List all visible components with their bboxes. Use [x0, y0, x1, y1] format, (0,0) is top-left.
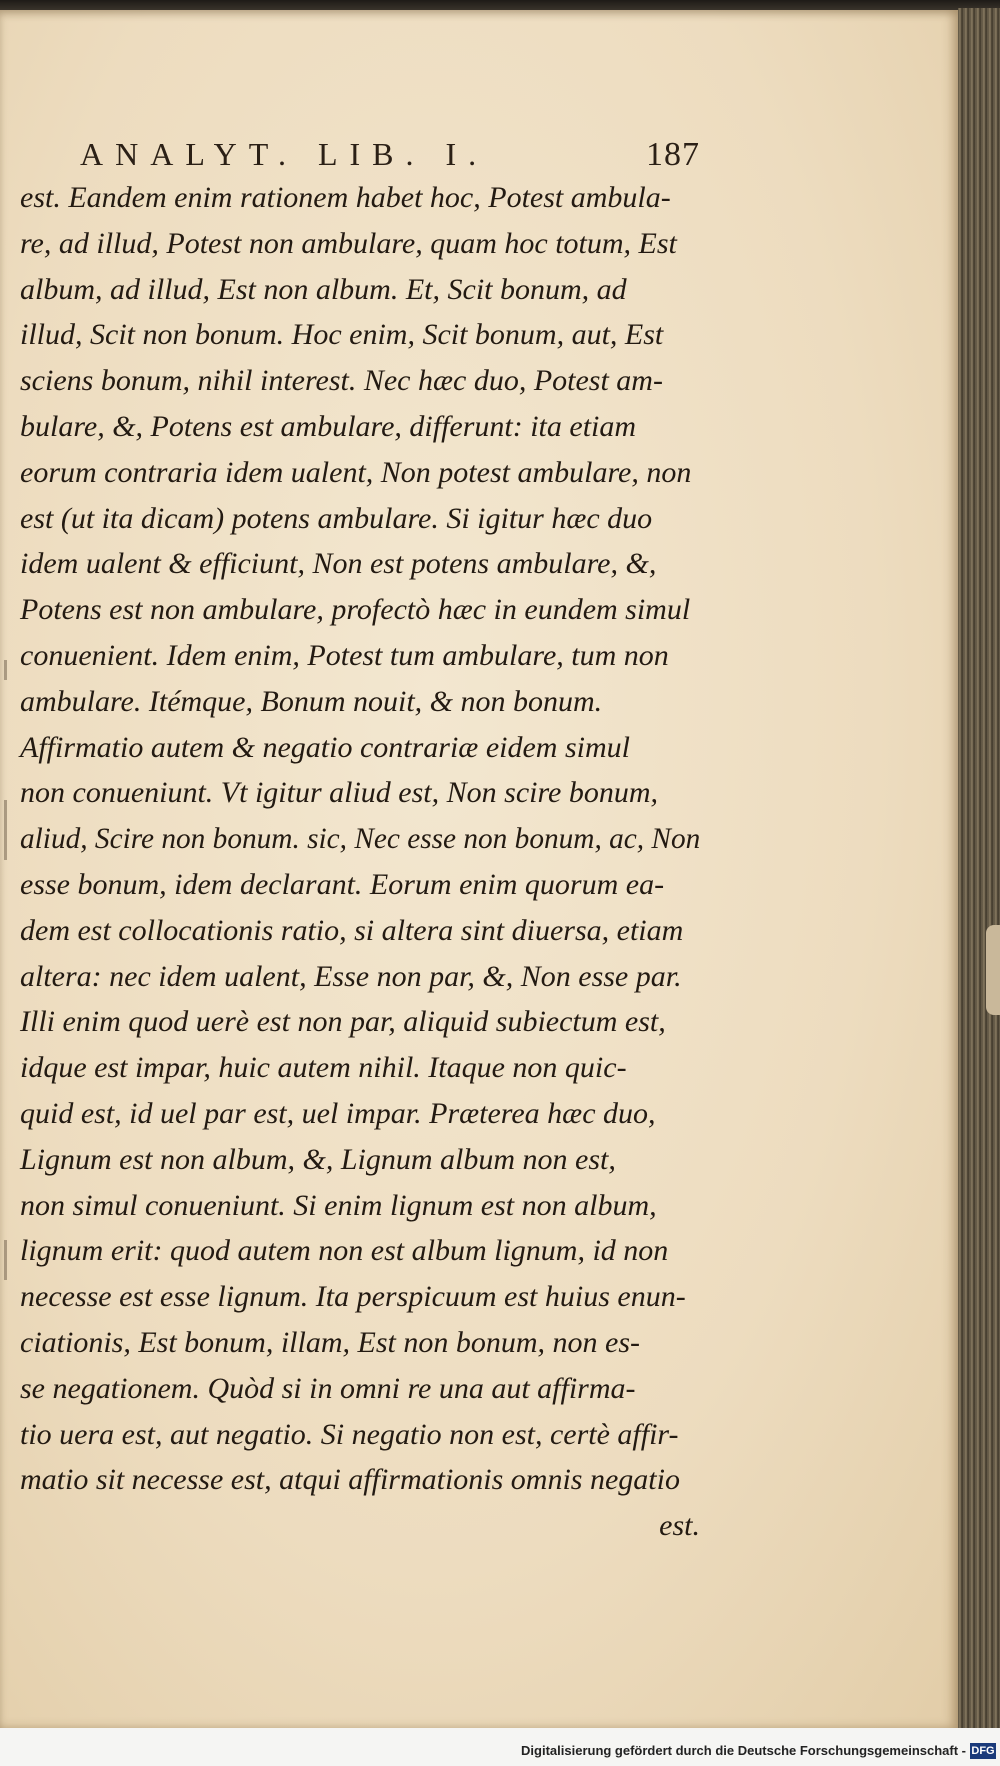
- text-line: conuenient. Idem enim, Potest tum ambulare, tum non: [20, 638, 669, 672]
- running-head: [80, 136, 700, 176]
- text-line: est (ut ita dicam) potens ambulare. Si igitur hæc duo: [20, 501, 653, 535]
- text-line: esse bonum, idem declarant. Eorum enim quorum ea-: [20, 867, 665, 901]
- text-line: ambulare. Itémque, Bonum nouit, & non bonum.: [20, 684, 603, 718]
- text-line: non conueniunt. Vt igitur aliud est, Non scire bonum,: [20, 776, 659, 810]
- text-line: Illi enim quod uerè est non par, aliquid subiectum est,: [20, 1005, 666, 1039]
- text-line: altera: nec idem ualent, Esse non par, &, Non esse par.: [20, 959, 682, 993]
- text-line: matio sit necesse est, atqui affirmationis omnis negatio: [20, 1463, 680, 1497]
- book-page-edges: [958, 8, 1000, 1730]
- body-text: [20, 175, 700, 1549]
- text-line: necesse est esse lignum. Ita perspicuum est huius enun-: [20, 1280, 686, 1314]
- text-line: re, ad illud, Potest non ambulare, quam hoc totum, Est: [20, 226, 677, 260]
- text-line: illud, Scit non bonum. Hoc enim, Scit bonum, aut, Est: [20, 318, 664, 352]
- text-line: aliud, Scire non bonum. sic, Nec esse non bonum, ac, Non: [20, 822, 701, 856]
- funding-credit: Digitalisierung gefördert durch die Deutsche Forschungsgemeinschaft -: [521, 1743, 966, 1758]
- book-page: [0, 10, 958, 1728]
- page-number: 187: [646, 136, 700, 173]
- dfg-logo: DFG: [971, 1745, 995, 1757]
- text-line: lignum erit: quod autem non est album lignum, id non: [20, 1234, 669, 1268]
- text-line: Lignum est non album, &, Lignum album non est,: [20, 1142, 616, 1176]
- margin-mark: [4, 660, 7, 680]
- text-line: bulare, &, Potens est ambulare, differunt: ita etiam: [20, 409, 637, 443]
- text-line: Potens est non ambulare, profectò hæc in eundem simul: [20, 593, 691, 627]
- page-tab: [986, 925, 1000, 1015]
- text-line: eorum contraria idem ualent, Non potest ambulare, non: [20, 455, 692, 489]
- digitization-footer: [0, 1728, 1000, 1766]
- text-line: sciens bonum, nihil interest. Nec hæc duo, Potest am-: [20, 364, 663, 398]
- margin-mark: [4, 800, 7, 860]
- text-line: album, ad illud, Est non album. Et, Scit bonum, ad: [20, 272, 627, 306]
- text-line: se negationem. Quòd si in omni re una aut affirma-: [20, 1371, 636, 1405]
- text-line: dem est collocationis ratio, si altera sint diuersa, etiam: [20, 913, 684, 947]
- text-line: idque est impar, huic autem nihil. Itaque non quic-: [20, 1051, 627, 1085]
- text-line: Affirmatio autem & negatio contrariæ eidem simul: [20, 730, 630, 764]
- text-line: ciationis, Est bonum, illam, Est non bonum, non es-: [20, 1325, 640, 1359]
- text-line: quid est, id uel par est, uel impar. Præterea hæc duo,: [20, 1096, 656, 1130]
- running-head-title: ANALYT. LIB. I.: [80, 136, 489, 172]
- text-line: idem ualent & efficiunt, Non est potens ambulare, &,: [20, 547, 657, 581]
- text-line: non simul conueniunt. Si enim lignum est non album,: [20, 1188, 657, 1222]
- text-line: est. Eandem enim rationem habet hoc, Potest ambula-: [20, 181, 671, 214]
- text-line: tio uera est, aut negatio. Si negatio non est, certè affir-: [20, 1417, 679, 1451]
- margin-mark: [4, 1240, 7, 1280]
- catchword: est.: [659, 1509, 700, 1543]
